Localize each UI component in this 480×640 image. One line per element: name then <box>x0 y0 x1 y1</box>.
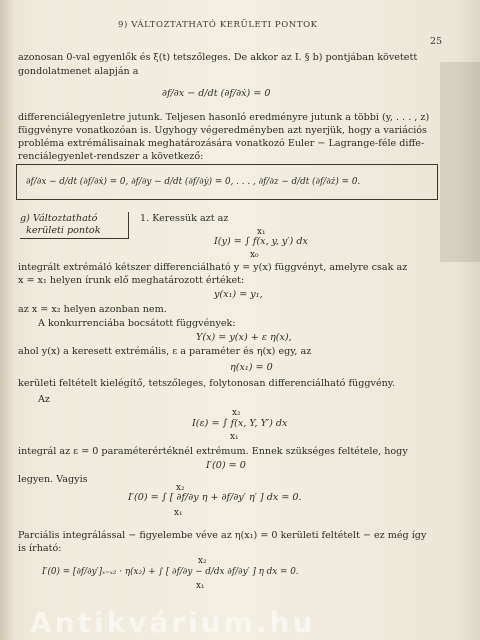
text-line: integrált extrémáló kétszer differenciálható y = y(x) függvényt, amelyre csak az <box>18 262 408 273</box>
text-line: renciálegyenlet-rendszer a következő: <box>18 151 204 162</box>
paragraph-start: 1. Keressük azt az <box>140 213 229 224</box>
equation-functional-eps: I(ε) = ∫ f(x, Y, Y′) dx <box>192 418 288 429</box>
integral-limit-upper: x₂ <box>232 408 241 418</box>
equation-first-variation: I′(0) = ∫ [ ∂f/∂y η + ∂f/∂y′ η′ ] dx = 0. <box>128 492 302 503</box>
integral-limit-upper: x₂ <box>198 556 207 566</box>
text-line: Az <box>38 394 50 405</box>
text-line: legyen. Vagyis <box>18 474 88 485</box>
equation-condition: I′(0) = 0 <box>206 460 246 471</box>
integral-limit-lower: x₁ <box>174 508 183 518</box>
equation-boundary: y(x₁) = y₁, <box>214 289 263 300</box>
text-line: az x = x₂ helyen azonban nem. <box>18 304 167 315</box>
integral-limit-lower: x₀ <box>250 250 259 260</box>
watermark-logo: Antikvárium.hu <box>30 606 316 639</box>
equation-euler-lagrange-system: ∂f/∂x − d/dt (∂f/∂ẋ) = 0, ∂f/∂y − d/dt (∂f/∂ẏ) = 0, . . . , ∂f/∂z − d/dt (∂f/∂ż) = 0. <box>26 177 361 187</box>
text-line: x = x₁ helyen írunk elő meghatározott értéket: <box>18 275 245 286</box>
integral-limit-lower: x₁ <box>230 432 239 442</box>
text-line: differenciálegyenletre jutunk. Teljesen hasonló eredményre jutunk a többi (y, . . . , z) <box>18 112 430 123</box>
running-title: 9) VÁLTOZTATHATÓ KERÜLETI PONTOK <box>118 20 318 30</box>
equation-euler-x: ∂f/∂x − d/dt (∂f/∂ẋ) = 0 <box>162 88 271 99</box>
text-line: integrál az ε = 0 paraméterértéknél extrémum. Ennek szükséges feltétele, hogy <box>18 446 408 457</box>
text-line: ahol y(x) a keresett extrémális, ε a paraméter és η(x) egy, az <box>18 346 312 357</box>
text-line: azonosan 0-val egyenlők és ξ(t) tetszőleges. De akkor az I. § b) pontjában követett <box>18 52 418 63</box>
page-number: 25 <box>430 36 443 47</box>
integral-limit-lower: x₁ <box>196 581 205 591</box>
text-line: probléma extrémálisainak meghatározására vonatkozó Euler − Lagrange-féle diffe- <box>18 138 425 149</box>
page-gutter-shadow <box>0 0 14 640</box>
equation-functional: I(y) = ∫ f(x, y, y′) dx <box>214 236 308 247</box>
text-line: függvényre vonatkozóan is. Ugyhogy végeredményben azt nyerjük, hogy a variációs <box>18 125 427 136</box>
equation-eta: η(x₁) = 0 <box>230 362 273 373</box>
equation-integrated: I′(0) = [∂f/∂y′]ₓ₌ₓ₂ · η(x₂) + ∫ [ ∂f/∂y − d/dx ∂f/∂y′ ] η dx = 0. <box>42 567 299 577</box>
bleed-through-shadow <box>440 62 480 262</box>
text-line: Parciális integrálással − figyelembe véve az η(x₁) = 0 kerületi feltételt − ez még így <box>18 530 427 541</box>
text-line: kerületi feltételt kielégítő, tetszőleges, folytonosan differenciálható függvény. <box>18 378 395 389</box>
text-line: A konkurrenciába bocsátott függvények: <box>38 318 236 329</box>
text-line: gondolatmenet alapján a <box>18 66 139 77</box>
section-label: kerületi pontok <box>26 225 101 236</box>
section-label-underline <box>20 238 128 239</box>
integral-limit-upper: x₂ <box>176 483 185 493</box>
section-label-divider <box>128 212 129 239</box>
text-line: is írható: <box>18 543 62 554</box>
equation-comparison: Y(x) = y(x) + ε η(x), <box>196 332 292 343</box>
integral-limit-upper: x₁ <box>257 227 266 237</box>
section-label: g) Változtatható <box>20 213 98 224</box>
